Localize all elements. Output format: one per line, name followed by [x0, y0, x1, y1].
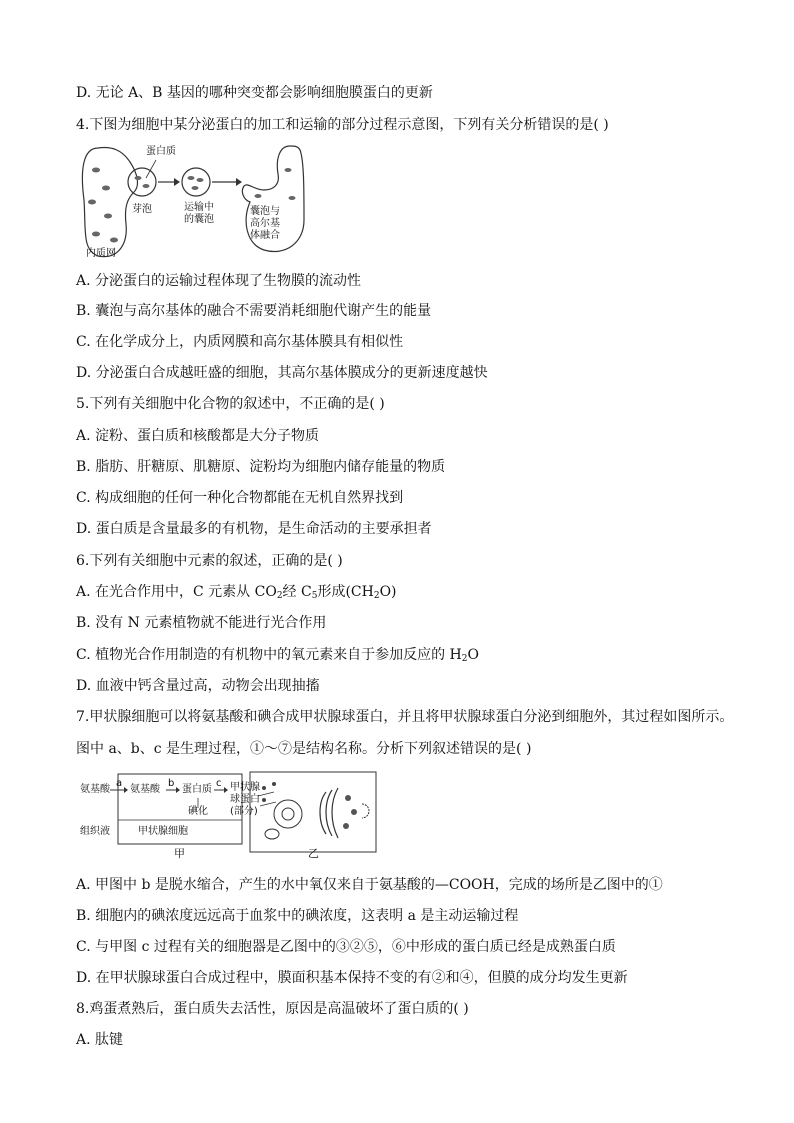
figure-secretory-process [78, 140, 318, 264]
q4-option-c: C. 在化学成分上，内质网膜和高尔基体膜具有相似性 [76, 334, 404, 350]
fig2-label-a: a [116, 778, 123, 789]
fig2-protein: 蛋白质 [182, 784, 212, 795]
q6-option-b: B. 没有 N 元素植物就不能进行光合作用 [76, 615, 327, 631]
q6-option-d: D. 血液中钙含量过高，动物会出现抽搐 [76, 678, 320, 694]
q6a-text-3: 形成(CH [317, 584, 374, 600]
q6-option-c [76, 646, 479, 668]
q5-option-a: A. 淀粉、蛋白质和核酸都是大分子物质 [76, 428, 320, 444]
question-7-line-2: 图中 a、b、c 是生理过程，①～⑦是结构名称。分析下列叙述错误的是( ) [76, 741, 532, 757]
q6a-sub-1: 2 [276, 591, 283, 601]
fig2-thyro-3: (部分) [230, 806, 258, 817]
question-6: 6.下列有关细胞中元素的叙述，正确的是( ) [76, 553, 343, 569]
fig2-iodine: 碘化 [188, 806, 208, 817]
fig2-amino-inside: 氨基酸 [130, 784, 160, 795]
fig2-cell: 甲状腺细胞 [138, 826, 188, 837]
q7-option-c: C. 与甲图 c 过程有关的细胞器是乙图中的③②⑤，⑥中形成的蛋白质已经是成熟蛋白质 [76, 939, 616, 955]
q4-option-b: B. 囊泡与高尔基体的融合不需要消耗细胞代谢产生的能量 [76, 303, 432, 319]
fig2-thyro-1: 甲状腺 [230, 782, 260, 793]
q6a-text-1: A. 在光合作用中，C 元素从 CO [76, 584, 277, 600]
fig2-caption-yi: 乙 [308, 847, 319, 860]
q5-option-d: D. 蛋白质是含量最多的有机物，是生命活动的主要承担者 [76, 521, 432, 537]
q5-option-c: C. 构成细胞的任何一种化合物都能在无机自然界找到 [76, 490, 404, 506]
q4-option-d: D. 分泌蛋白合成越旺盛的细胞，其高尔基体膜成分的更新速度越快 [76, 365, 488, 381]
label-vesicle-1: 运输中 [184, 202, 214, 213]
label-er: 内质网 [86, 248, 116, 259]
fig2-amino-outside: 氨基酸 [80, 784, 110, 795]
label-vesicle-2: 的囊泡 [184, 214, 214, 225]
label-protein: 蛋白质 [146, 146, 176, 157]
label-bud: 芽泡 [132, 204, 152, 215]
q5-option-b: B. 脂肪、肝糖原、肌糖原、淀粉均为细胞内储存能量的物质 [76, 459, 446, 475]
q6c-text-1: C. 植物光合作用制造的有机物中的氧元素来自于参加反应的 H [76, 647, 462, 663]
q6c-sub: 2 [461, 654, 468, 664]
q6a-sub-2: 5 [311, 591, 318, 601]
figure-thyroid [78, 768, 378, 860]
q7-option-a: A. 甲图中 b 是脱水缩合，产生的水中氧仅来自于氨基酸的—COOH，完成的场所是乙图中的① [76, 877, 663, 893]
question-5: 5.下列有关细胞中化合物的叙述中，不正确的是( ) [76, 396, 385, 412]
question-8: 8.鸡蛋煮熟后，蛋白质失去活性，原因是高温破坏了蛋白质的( ) [76, 1001, 469, 1017]
question-4: 4.下图为细胞中某分泌蛋白的加工和运输的部分过程示意图，下列有关分析错误的是( ) [76, 117, 609, 133]
q4-option-a: A. 分泌蛋白的运输过程体现了生物膜的流动性 [76, 273, 362, 289]
q6c-text-2: O [467, 647, 479, 663]
q6a-text-4: O) [379, 584, 397, 600]
option-d-prev: D. 无论 A、B 基因的哪种突变都会影响细胞膜蛋白的更新 [76, 85, 433, 101]
fig2-label-b: b [168, 778, 175, 789]
fig2-tissue: 组织液 [80, 826, 110, 837]
q7-option-d: D. 在甲状腺球蛋白合成过程中，膜面积基本保持不变的有②和④，但膜的成分均发生更新 [76, 970, 628, 986]
fig2-thyro-2: 球蛋白 [230, 794, 260, 805]
label-fusion-2: 高尔基 [250, 218, 280, 229]
fig2-caption-jia: 甲 [174, 847, 185, 860]
question-7: 7.甲状腺细胞可以将氨基酸和碘合成甲状腺球蛋白，并且将甲状腺球蛋白分泌到细胞外，其过程如图所示。 [76, 709, 734, 725]
label-fusion-1: 囊泡与 [250, 206, 280, 217]
q6a-text-2: 经 C [282, 584, 312, 600]
q6-option-a [76, 583, 397, 605]
q7-option-b: B. 细胞内的碘浓度远远高于血浆中的碘浓度，这表明 a 是主动运输过程 [76, 908, 519, 924]
figure-thyroid-svg [78, 768, 378, 860]
fig2-label-c: c [216, 778, 222, 789]
q8-option-a: A. 肽键 [76, 1032, 124, 1048]
q6a-sub-3: 2 [373, 591, 380, 601]
label-fusion-3: 体融合 [250, 230, 280, 241]
